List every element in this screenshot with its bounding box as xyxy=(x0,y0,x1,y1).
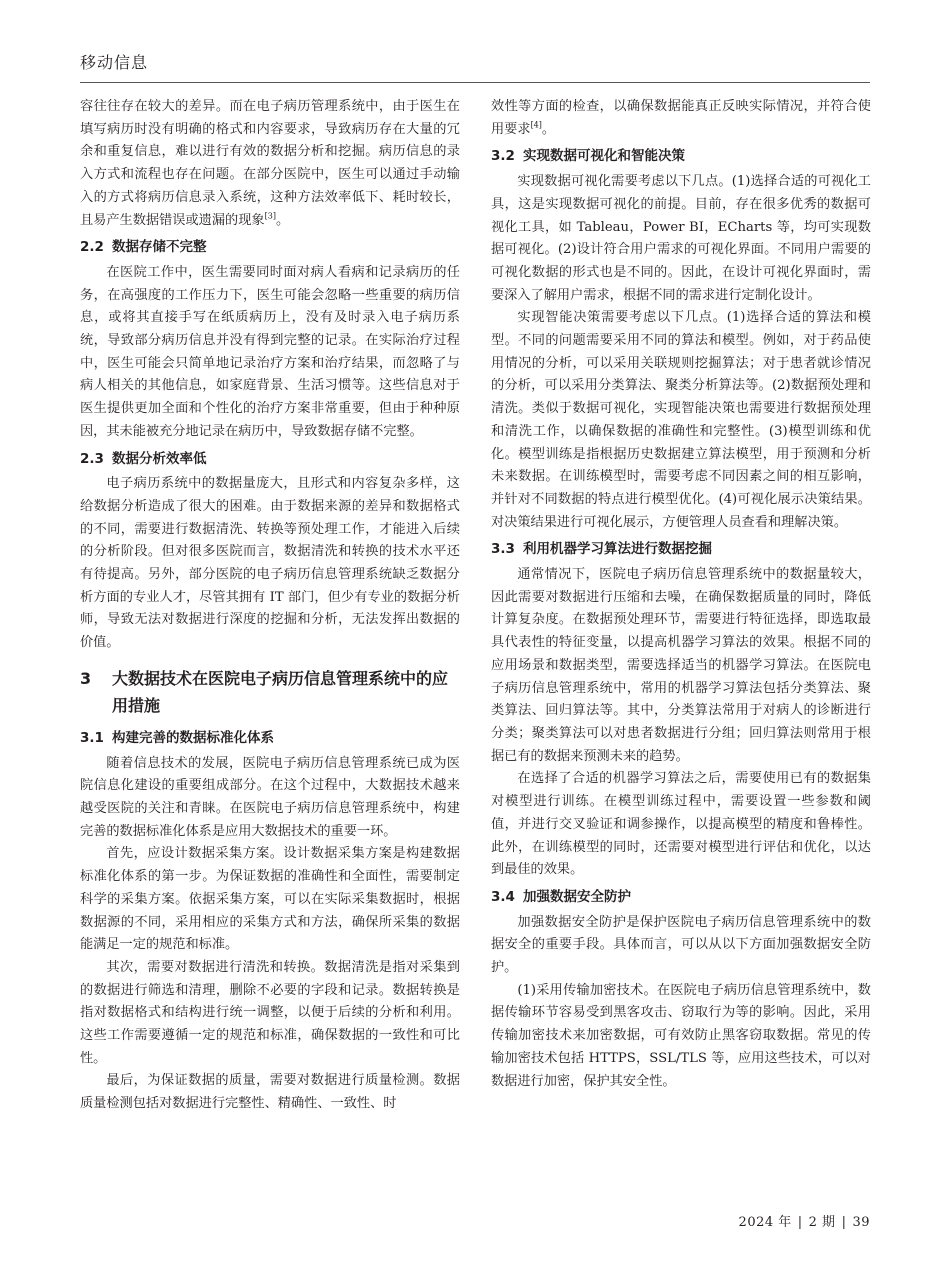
section-heading-3-1: 3.1 构建完善的数据标准化体系 xyxy=(80,729,274,746)
page-footer xyxy=(739,1211,870,1230)
paragraph: 效性等方面的检查，以确保数据能真正反映实际情况，并符合使用要求[4]。 xyxy=(491,99,871,137)
citation-ref[interactable]: [4] xyxy=(530,120,542,130)
section-heading-3-2: 3.2 实现数据可视化和智能决策 xyxy=(491,148,685,165)
paragraph: 在医院工作中，医生需要同时面对病人看病和记录病历的任务，在高强度的工作压力下，医生可能会忽略一些重要的病历信息，或将其直接手写在纸质病历上，没有及时录入电子病历系统，导致部分病历信息并没有得到完整的记录。在实际治疗过程中，医生可能会只简单地记录治疗方案和治疗结果，而忽略了与病人相关的其他信息，如家庭背景、生活习惯等。这些信息对于医生提供更加全面和个性化的治疗方案非常重要，但由于种种原因，其未能被充分地记录在病历中，导致数据存储不完整。 xyxy=(80,264,460,439)
paragraph: 加强数据安全防护是保护医院电子病历信息管理系统中的数据安全的重要手段。具体而言，可以从以下方面加强数据安全防护。 xyxy=(491,914,871,976)
paragraph: 电子病历系统中的数据量庞大，且形式和内容复杂多样，这给数据分析造成了很大的困难。由于数据来源的差异和数据格式的不同，需要进行数据清洗、转换等预处理工作，才能进入后续的分析阶段。但对很多医院而言，数据清洗和转换的技术水平还有待提高。另外，部分医院的电子病历信息管理系统缺乏数据分析方面的专业人才，尽管其拥有 IT 部门，但少有专业的数据分析师，导致无法对数据进行深度的挖掘和分析，无法发挥出数据的价值。 xyxy=(80,476,460,651)
page-number: 39 xyxy=(852,1215,870,1230)
footer-separator: | xyxy=(797,1215,803,1230)
footer-year: 2024 年 xyxy=(738,1215,792,1230)
header-divider xyxy=(80,82,870,83)
paragraph: 通常情况下，医院电子病历信息管理系统中的数据量较大，因此需要对数据进行压缩和去噪，在确保数据质量的同时，降低计算复杂度。在数据预处理环节，需要进行特征选择，即选取最具代表性的特征变量，以提高机器学习算法的效果。根据不同的应用场景和数据类型，需要选择适当的机器学习算法。在医院电子病历信息管理系统中，常用的机器学习算法包括分类算法、聚类算法、回归算法等。其中，分类算法常用于对病人的诊断进行分类；聚类算法可以对患者数据进行分组；回归算法则常用于根据已有的数据来预测未来的趋势。 xyxy=(491,567,871,764)
paragraph: 在选择了合适的机器学习算法之后，需要使用已有的数据集对模型进行训练。在模型训练过程中，需要设置一些参数和阈值，并进行交叉验证和调参操作，以提高模型的精度和鲁棒性。此外，在训练模型的同时，还需要对模型进行评估和优化，以达到最佳的效果。 xyxy=(491,771,871,878)
journal-name: 移动信息 xyxy=(80,53,149,72)
paragraph: 其次，需要对数据进行清洗和转换。数据清洗是指对采集到的数据进行筛选和清理，删除不必要的字段和记录。数据转换是指对数据格式和结构进行统一调整，以便于后续的分析和利用。这些工作需要遵循一定的规范和标准，确保数据的一致性和可比性。 xyxy=(80,959,460,1066)
footer-separator: | xyxy=(841,1215,847,1230)
citation-ref[interactable]: [3] xyxy=(264,211,276,221)
paragraph: 最后，为保证数据的质量，需要对数据进行质量检测。数据质量检测包括对数据进行完整性、精确性、一致性、时 xyxy=(80,1073,460,1112)
paragraph: 随着信息技术的发展，医院电子病历信息管理系统已成为医院信息化建设的重要组成部分。在这个过程中，大数据技术越来越受医院的关注和青睐。在医院电子病历信息管理系统中，构建完善的数据标准化体系是应用大数据技术的重要一环。 xyxy=(80,755,460,839)
footer-issue: 2 期 xyxy=(808,1215,836,1230)
paragraph: 实现数据可视化需要考虑以下几点。(1)选择合适的可视化工具，这是实现数据可视化的前提。目前，存在很多优秀的数据可视化工具，如 Tableau，Power BI，ECharts 等，均可实现数据可视化。(2)设计符合用户需求的可视化界面。不同用户需要的可视化数据的形式也是不同的。因此，在设计可视化界面时，需要深入了解用户需求，根据不同的需求进行定制化设计。 xyxy=(491,174,871,303)
paragraph: (1)采用传输加密技术。在医院电子病历信息管理系统中，数据传输环节容易受到黑客攻击、窃取行为等的影响。因此，采用传输加密技术来加密数据，可有效防止黑客窃取数据。常见的传输加密技术包括 HTTPS，SSL/TLS 等，应用这些技术，可以对数据进行加密，保护其安全性。 xyxy=(491,982,871,1089)
right-column xyxy=(491,96,871,1093)
section-heading-3-3: 3.3 利用机器学习算法进行数据挖掘 xyxy=(491,541,712,558)
section-heading-2-2: 2.2 数据存储不完整 xyxy=(80,239,207,256)
left-column xyxy=(80,96,460,1116)
paragraph: 实现智能决策需要考虑以下几点。(1)选择合适的算法和模型。不同的问题需要采用不同的算法和模型。例如，对于药品使用情况的分析，可以采用关联规则挖掘算法；对于患者就诊情况的分析，可以采用分类算法、聚类分析算法等。(2)数据预处理和清洗。类似于数据可视化，实现智能决策也需要进行数据预处理和清洗工作，以确保数据的准确性和完整性。(3)模型训练和优化。模型训练是指根据历史数据建立算法模型，用于预测和分析未来数据。在训练模型时，需要考虑不同因素之间的相互影响，并针对不同数据的特点进行模型优化。(4)可视化展示决策结果。对决策结果进行可视化展示，方便管理人员查看和理解决策。 xyxy=(491,310,871,530)
paragraph: 容往往存在较大的差异。而在电子病历管理系统中，由于医生在填写病历时没有明确的格式和内容要求，导致病历存在大量的冗余和重复信息，难以进行有效的数据分析和挖掘。病历信息的录入方式和流程也存在问题。在部分医院中，医生可以通过手动输入的方式将病历信息录入系统，这种方法效率低下、耗时较长，且易产生数据错误或遗漏的现象[3]。 xyxy=(80,99,460,228)
section-heading-2-3: 2.3 数据分析效率低 xyxy=(80,450,207,467)
section-heading-3-4: 3.4 加强数据安全防护 xyxy=(491,888,631,905)
section-heading-3: 3 大数据技术在医院电子病历信息管理系统中的应用措施 xyxy=(80,668,449,715)
paragraph: 首先，应设计数据采集方案。设计数据采集方案是构建数据标准化体系的第一步。为保证数据的准确性和全面性，需要制定科学的采集方案。依据采集方案，可以在实际采集数据时，根据数据源的不同，采用相应的采集方式和方法，确保所采集的数据能满足一定的规范和标准。 xyxy=(80,846,460,953)
